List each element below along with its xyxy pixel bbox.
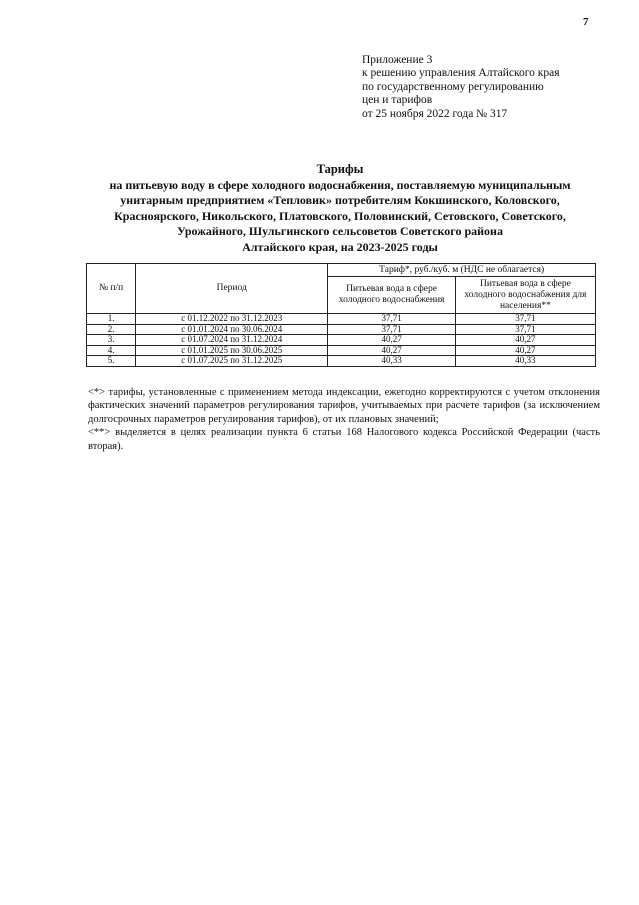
cell-a: 37,71 [328, 324, 455, 335]
table-row [87, 356, 596, 367]
cell-b: 40,33 [455, 356, 595, 367]
cell-period: с 01.01.2025 по 30.06.2025 [136, 345, 328, 356]
footnote-1: <*> тарифы, установленные с применением метода индексации, ежегодно корректируются с учетом отклонения фактических значений параметров регулирования тарифов, учитываемых при расчете тарифов (за исключением долгосрочных параметров регулирования тарифов), от их плановых значений; [88, 387, 600, 425]
appendix-block [362, 54, 560, 121]
page-number: 7 [583, 16, 589, 28]
title-line: Красноярского, Никольского, Платовского, Половинский, Сетовского, Советского, [114, 208, 566, 223]
appendix-line: Приложение 3 [362, 54, 433, 66]
header-col-b: Питьевая вода в сфере холодного водоснабжения для населения** [455, 277, 595, 314]
table-row [87, 335, 596, 346]
header-num: № п/п [87, 264, 136, 314]
table-row [87, 314, 596, 325]
table-header-row [87, 264, 596, 277]
table-row [87, 345, 596, 356]
cell-a: 40,33 [328, 356, 455, 367]
cell-num: 3. [87, 335, 136, 346]
cell-b: 37,71 [455, 324, 595, 335]
document-title [60, 162, 620, 256]
header-col-a: Питьевая вода в сфере холодного водоснабжения [328, 277, 455, 314]
cell-a: 37,71 [328, 314, 455, 325]
cell-period: с 01.07.2025 по 31.12.2025 [136, 356, 328, 367]
cell-a: 40,27 [328, 345, 455, 356]
cell-a: 40,27 [328, 335, 455, 346]
appendix-line: к решению управления Алтайского края [362, 67, 560, 80]
cell-period: с 01.07.2024 по 31.12.2024 [136, 335, 328, 346]
cell-num: 1. [87, 314, 136, 325]
cell-period: с 01.01.2024 по 30.06.2024 [136, 324, 328, 335]
title-line: Алтайского края, на 2023-2025 годы [242, 239, 438, 254]
tariff-table [86, 263, 596, 367]
appendix-line: от 25 ноября 2022 года № 317 [362, 107, 508, 120]
cell-b: 37,71 [455, 314, 595, 325]
appendix-line: цен и тарифов [362, 94, 433, 107]
title-line: унитарным предприятием «Тепловик» потребителям Кокшинского, Коловского, [120, 193, 560, 208]
cell-num: 2. [87, 324, 136, 335]
footnotes [88, 386, 600, 453]
cell-num: 4. [87, 345, 136, 356]
title-line: на питьевую воду в сфере холодного водоснабжения, поставляемую муниципальным [109, 177, 571, 192]
footnote-2: <**> выделяется в целях реализации пункта 6 статьи 168 Налогового кодекса Российской Федерации (часть вторая). [88, 427, 600, 452]
title-main: Тарифы [316, 162, 364, 176]
cell-num: 5. [87, 356, 136, 367]
title-line: Урожайного, Шульгинского сельсоветов Советского района [177, 224, 503, 239]
table-row [87, 324, 596, 335]
header-period: Период [136, 264, 328, 314]
cell-period: с 01.12.2022 по 31.12.2023 [136, 314, 328, 325]
cell-b: 40,27 [455, 345, 595, 356]
header-tariff: Тариф*, руб./куб. м (НДС не облагается) [328, 264, 596, 277]
cell-b: 40,27 [455, 335, 595, 346]
appendix-line: по государственному регулированию [362, 80, 544, 93]
